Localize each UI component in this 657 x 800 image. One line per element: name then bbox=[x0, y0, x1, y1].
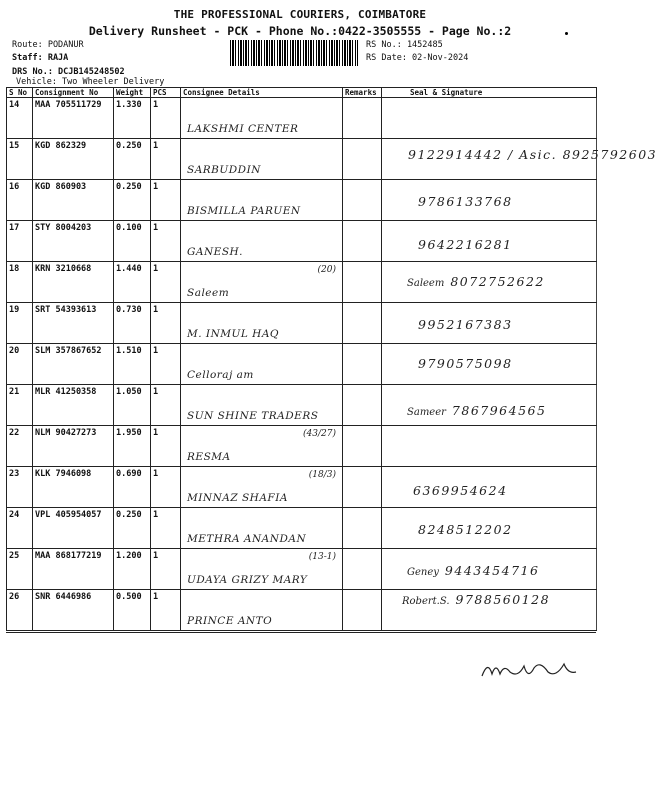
row-seal-signature bbox=[382, 262, 597, 303]
row-signature-phone: 7867964565 bbox=[451, 403, 547, 418]
row-seal-signature bbox=[382, 590, 597, 631]
row-seal-signature bbox=[382, 549, 597, 590]
row-consignment-no: STY 8004203 bbox=[33, 221, 114, 262]
row-remarks bbox=[343, 303, 382, 344]
table-header-row bbox=[7, 88, 597, 98]
drs-number: DRS No.: DCJB145248502 bbox=[12, 67, 125, 77]
row-sno: 23 bbox=[7, 467, 33, 508]
row-signature bbox=[402, 147, 657, 162]
row-weight: 0.250 bbox=[114, 180, 151, 221]
stray-mark bbox=[565, 32, 568, 35]
row-consignee: Saleem bbox=[187, 287, 230, 299]
row-signature bbox=[412, 356, 513, 371]
vehicle-label: Vehicle: Two Wheeler Delivery bbox=[16, 77, 165, 87]
row-weight: 1.330 bbox=[114, 98, 151, 139]
row-remarks bbox=[343, 590, 382, 631]
row-signature-phone: 9443454716 bbox=[444, 563, 540, 578]
row-weight: 0.730 bbox=[114, 303, 151, 344]
row-note: (18/3) bbox=[308, 470, 336, 480]
row-consignment-no: MAA 705511729 bbox=[33, 98, 114, 139]
row-signature-name: Geney bbox=[407, 567, 439, 578]
col-weight: Weight bbox=[114, 88, 151, 98]
row-sno: 18 bbox=[7, 262, 33, 303]
row-signature-phone: 9790575098 bbox=[418, 356, 513, 371]
table-row bbox=[7, 467, 597, 508]
row-consignment-no: SRT 54393613 bbox=[33, 303, 114, 344]
row-signature bbox=[402, 592, 550, 607]
row-remarks bbox=[343, 180, 382, 221]
row-consignee-cell bbox=[181, 549, 343, 590]
row-pcs: 1 bbox=[151, 180, 181, 221]
row-seal-signature bbox=[382, 508, 597, 549]
row-consignee: SUN SHINE TRADERS bbox=[187, 410, 319, 422]
row-consignee: RESMA bbox=[187, 451, 231, 463]
row-remarks bbox=[343, 344, 382, 385]
company-title: THE PROFESSIONAL COURIERS, COIMBATORE bbox=[173, 8, 427, 21]
row-signature-name: Saleem bbox=[407, 278, 445, 289]
row-consignee: PRINCE ANTO bbox=[187, 615, 273, 627]
row-signature bbox=[407, 483, 508, 498]
row-consignee-cell bbox=[181, 344, 343, 385]
table-row bbox=[7, 262, 597, 303]
row-weight: 1.200 bbox=[114, 549, 151, 590]
table-row bbox=[7, 549, 597, 590]
runsheet-table bbox=[6, 87, 657, 631]
table-end-line bbox=[6, 632, 596, 633]
col-seal-signature: Seal & Signature bbox=[382, 88, 597, 98]
row-sno: 15 bbox=[7, 139, 33, 180]
table-row bbox=[7, 508, 597, 549]
row-sno: 22 bbox=[7, 426, 33, 467]
row-consignee-cell bbox=[181, 262, 343, 303]
row-note: (43/27) bbox=[303, 429, 336, 439]
row-consignee: GANESH. bbox=[187, 246, 244, 258]
row-consignee-cell bbox=[181, 221, 343, 262]
table-row bbox=[7, 385, 597, 426]
row-remarks bbox=[343, 221, 382, 262]
col-consignment: Consignment No bbox=[33, 88, 114, 98]
row-sno: 24 bbox=[7, 508, 33, 549]
row-remarks bbox=[343, 139, 382, 180]
row-signature-phone: 8072752622 bbox=[450, 274, 545, 289]
table-row bbox=[7, 180, 597, 221]
row-pcs: 1 bbox=[151, 426, 181, 467]
row-seal-signature bbox=[382, 344, 597, 385]
row-remarks bbox=[343, 508, 382, 549]
row-sno: 14 bbox=[7, 98, 33, 139]
row-weight: 0.690 bbox=[114, 467, 151, 508]
row-pcs: 1 bbox=[151, 467, 181, 508]
row-weight: 0.100 bbox=[114, 221, 151, 262]
table-row bbox=[7, 139, 597, 180]
row-seal-signature bbox=[382, 221, 597, 262]
row-consignment-no: MLR 41250358 bbox=[33, 385, 114, 426]
row-consignee: UDAYA GRIZY MARY bbox=[187, 574, 308, 586]
row-consignment-no: KGD 862329 bbox=[33, 139, 114, 180]
row-consignee: SARBUDDIN bbox=[187, 164, 261, 176]
row-signature-phone: 6369954624 bbox=[413, 483, 508, 498]
row-seal-signature bbox=[382, 98, 597, 139]
col-pcs: PCS bbox=[151, 88, 181, 98]
row-pcs: 1 bbox=[151, 303, 181, 344]
row-signature-phone: 8248512202 bbox=[418, 522, 513, 537]
row-signature-name: Sameer bbox=[407, 407, 446, 418]
row-sno: 19 bbox=[7, 303, 33, 344]
row-consignee-cell bbox=[181, 98, 343, 139]
row-pcs: 1 bbox=[151, 344, 181, 385]
row-signature-phone: 9786133768 bbox=[418, 194, 513, 209]
row-pcs: 1 bbox=[151, 221, 181, 262]
row-signature bbox=[407, 563, 539, 578]
row-remarks bbox=[343, 549, 382, 590]
row-sno: 20 bbox=[7, 344, 33, 385]
drs-barcode bbox=[230, 40, 358, 66]
route-label: Route: PODANUR bbox=[12, 40, 84, 50]
row-sno: 21 bbox=[7, 385, 33, 426]
row-consignee: LAKSHMI CENTER bbox=[187, 123, 299, 135]
row-consignee: BISMILLA PARUEN bbox=[187, 205, 301, 217]
table-row bbox=[7, 98, 597, 139]
row-sno: 16 bbox=[7, 180, 33, 221]
row-seal-signature bbox=[382, 467, 597, 508]
row-sno: 26 bbox=[7, 590, 33, 631]
row-signature-name: Robert.S. bbox=[402, 596, 450, 607]
row-signature bbox=[402, 434, 408, 449]
row-consignee-cell bbox=[181, 590, 343, 631]
row-consignee: M. INMUL HAQ bbox=[187, 328, 280, 340]
row-consignment-no: NLM 90427273 bbox=[33, 426, 114, 467]
row-remarks bbox=[343, 467, 382, 508]
row-consignee: MINNAZ SHAFIA bbox=[187, 492, 288, 504]
table-row bbox=[7, 221, 597, 262]
runsheet-subtitle: Delivery Runsheet - PCK - Phone No.:0422-3505555 - Page No.:2 bbox=[88, 24, 512, 38]
row-signature bbox=[412, 194, 513, 209]
table-row bbox=[7, 344, 597, 385]
row-remarks bbox=[343, 98, 382, 139]
row-pcs: 1 bbox=[151, 385, 181, 426]
handwritten-signature bbox=[478, 650, 588, 690]
row-consignee-cell bbox=[181, 426, 343, 467]
row-consignee-cell bbox=[181, 385, 343, 426]
table-row bbox=[7, 303, 597, 344]
row-seal-signature bbox=[382, 180, 597, 221]
row-remarks bbox=[343, 426, 382, 467]
row-signature bbox=[407, 274, 545, 289]
row-signature bbox=[412, 237, 513, 252]
row-remarks bbox=[343, 262, 382, 303]
row-signature bbox=[422, 102, 428, 117]
col-consignee: Consignee Details bbox=[181, 88, 343, 98]
row-signature-phone: 9642216281 bbox=[418, 237, 513, 252]
row-seal-signature bbox=[382, 139, 657, 180]
table-row bbox=[7, 426, 597, 467]
row-weight: 0.250 bbox=[114, 139, 151, 180]
table-row bbox=[7, 590, 597, 631]
row-pcs: 1 bbox=[151, 262, 181, 303]
row-consignee: METHRA ANANDAN bbox=[187, 533, 307, 545]
row-weight: 1.050 bbox=[114, 385, 151, 426]
row-consignee-cell bbox=[181, 467, 343, 508]
row-weight: 0.500 bbox=[114, 590, 151, 631]
row-pcs: 1 bbox=[151, 98, 181, 139]
row-consignment-no: MAA 868177219 bbox=[33, 549, 114, 590]
row-consignment-no: SNR 6446986 bbox=[33, 590, 114, 631]
row-consignment-no: KRN 3210668 bbox=[33, 262, 114, 303]
row-pcs: 1 bbox=[151, 549, 181, 590]
row-consignment-no: KLK 7946098 bbox=[33, 467, 114, 508]
row-consignee-cell bbox=[181, 508, 343, 549]
staff-label: Staff: RAJA bbox=[12, 53, 69, 63]
row-pcs: 1 bbox=[151, 139, 181, 180]
row-consignment-no: VPL 405954057 bbox=[33, 508, 114, 549]
row-remarks bbox=[343, 385, 382, 426]
row-seal-signature bbox=[382, 426, 597, 467]
row-signature bbox=[407, 403, 546, 418]
row-signature-phone: 9788560128 bbox=[455, 592, 551, 607]
col-sno: S No bbox=[7, 88, 33, 98]
row-sno: 17 bbox=[7, 221, 33, 262]
row-note: (20) bbox=[317, 265, 336, 275]
row-signature bbox=[412, 522, 513, 537]
row-pcs: 1 bbox=[151, 590, 181, 631]
row-weight: 1.950 bbox=[114, 426, 151, 467]
row-consignee-cell bbox=[181, 303, 343, 344]
rs-number: RS No.: 1452485 bbox=[366, 40, 443, 50]
row-consignee-cell bbox=[181, 180, 343, 221]
row-seal-signature bbox=[382, 303, 597, 344]
row-signature-phone: 9122914442 / Asic. 8925792603 bbox=[408, 147, 657, 162]
row-sno: 25 bbox=[7, 549, 33, 590]
row-pcs: 1 bbox=[151, 508, 181, 549]
row-consignee-cell bbox=[181, 139, 343, 180]
row-weight: 0.250 bbox=[114, 508, 151, 549]
row-consignment-no: KGD 860903 bbox=[33, 180, 114, 221]
row-consignment-no: SLM 357867652 bbox=[33, 344, 114, 385]
row-signature bbox=[412, 317, 513, 332]
row-weight: 1.510 bbox=[114, 344, 151, 385]
row-weight: 1.440 bbox=[114, 262, 151, 303]
rs-date: RS Date: 02-Nov-2024 bbox=[366, 53, 469, 63]
row-signature-phone: 9952167383 bbox=[418, 317, 513, 332]
col-remarks: Remarks bbox=[343, 88, 382, 98]
row-consignee: Celloraj am bbox=[187, 369, 254, 381]
row-seal-signature bbox=[382, 385, 597, 426]
row-note: (13-1) bbox=[308, 552, 336, 562]
